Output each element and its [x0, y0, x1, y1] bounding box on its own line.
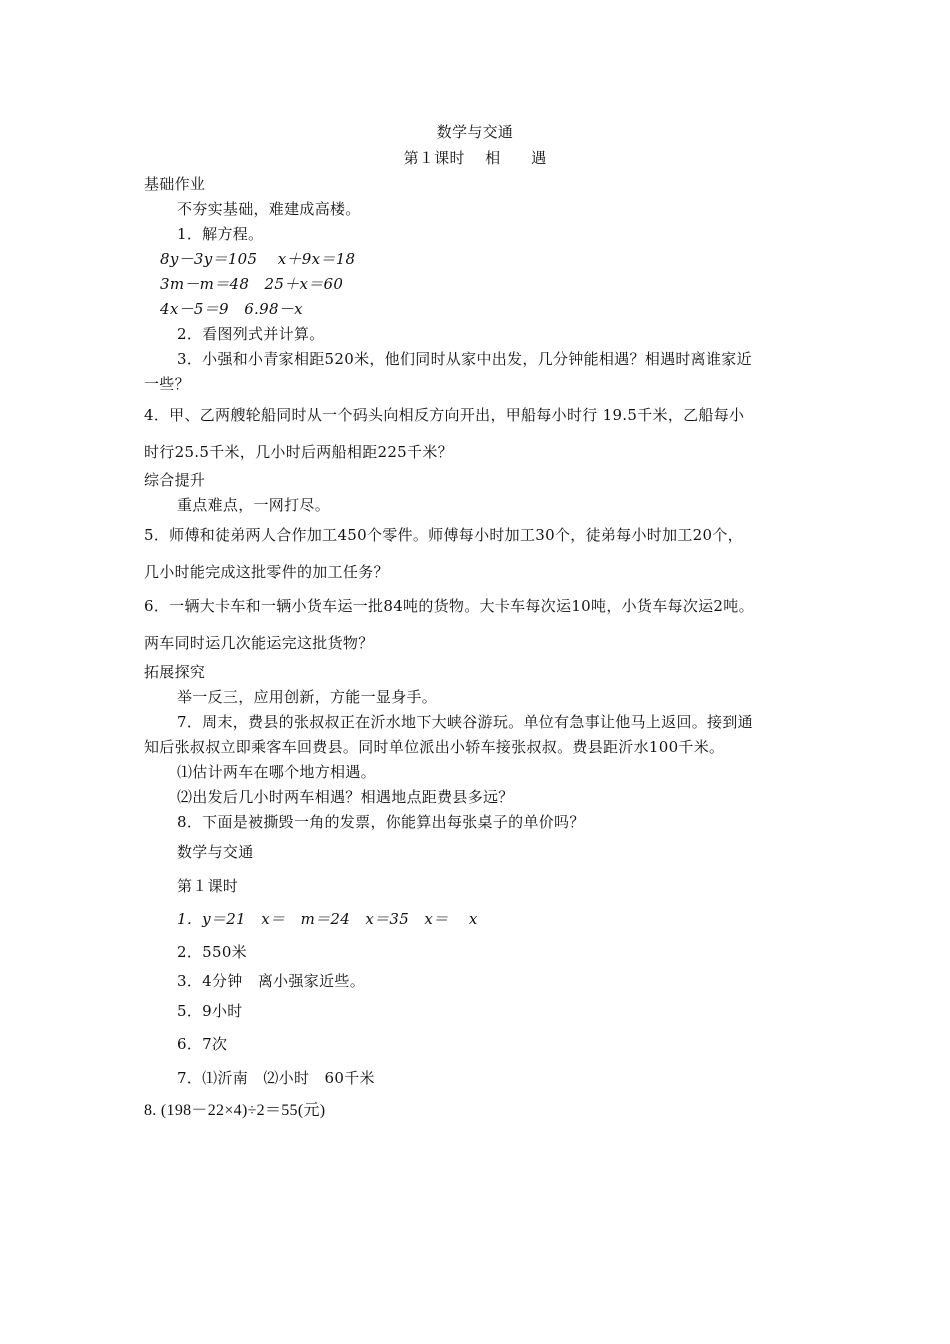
answer-8: 8. (198－22×4)÷2＝55(元) [144, 1102, 326, 1119]
question-4-line-1: 4．甲、乙两艘轮船同时从一个码头向相反方向开出，甲船每小时行 19.5千米，乙船每小 [144, 406, 745, 424]
section-heading-explore: 拓展探究 [144, 663, 206, 681]
question-7-line-1: 7．周末，费县的张叔叔正在沂水地下大峡谷游玩。单位有急事让他马上返回。接到通 [177, 713, 753, 731]
question-3-line-1: 3．小强和小青家相距520米，他们同时从家中出发，几分钟能相遇？相遇时离谁家近 [177, 350, 752, 368]
question-7-line-2: 知后张叔叔立即乘客车回费县。同时单位派出小轿车接张叔叔。费县距沂水100千米。 [144, 738, 725, 756]
question-7-sub-2: ⑵出发后几小时两车相遇？相遇地点距费县多远？ [177, 788, 514, 806]
question-5-line-2: 几小时能完成这批零件的加工任务？ [144, 563, 389, 581]
question-4-line-2: 时行25.5千米，几小时后两船相距225千米？ [144, 443, 453, 461]
doc-title: 数学与交通 [436, 123, 514, 141]
equation-row-2: 3m－m＝48 25＋x＝60 [160, 275, 344, 293]
lesson-title: 第１课时 相 遇 [403, 149, 547, 167]
answer-3: 3．4分钟 离小强家近些。 [177, 972, 365, 990]
section-heading-basic: 基础作业 [144, 175, 206, 193]
equation-row-3: 4x－5＝9 6.98－x [160, 300, 303, 318]
answers-title: 数学与交通 [177, 843, 254, 861]
question-1: 1．解方程。 [177, 225, 264, 243]
question-8: 8．下面是被撕毁一角的发票，你能算出每张桌子的单价吗？ [177, 813, 585, 831]
motto-basic: 不夯实基础，难建成高楼。 [177, 200, 361, 218]
answer-5: 5．9小时 [177, 1002, 243, 1020]
answer-1: 1．y＝21 x＝ m＝24 x＝35 x＝ x [177, 910, 478, 928]
question-5-line-1: 5．师傅和徒弟两人合作加工450个零件。师傅每小时加工30个，徒弟每小时加工20个， [144, 526, 743, 544]
section-heading-improve: 综合提升 [144, 471, 206, 489]
motto-explore: 举一反三，应用创新，方能一显身手。 [177, 688, 438, 706]
answer-7: 7．⑴沂南 ⑵小时 60千米 [177, 1069, 375, 1087]
question-3-line-2: 一些？ [144, 375, 190, 393]
question-6-line-2: 两车同时运几次能运完这批货物？ [144, 634, 374, 652]
question-7-sub-1: ⑴估计两车在哪个地方相遇。 [177, 763, 376, 781]
answer-2: 2．550米 [177, 943, 247, 961]
equation-row-1: 8y－3y＝105 x＋9x＝18 [160, 250, 356, 268]
question-6-line-1: 6．一辆大卡车和一辆小货车运一批84吨的货物。大卡车每次运10吨，小货车每次运2吨。 [144, 597, 754, 615]
question-2: 2．看图列式并计算。 [177, 325, 325, 343]
motto-improve: 重点难点，一网打尽。 [177, 496, 331, 514]
answer-6: 6．7次 [177, 1035, 228, 1053]
answers-lesson: 第１课时 [177, 877, 239, 895]
